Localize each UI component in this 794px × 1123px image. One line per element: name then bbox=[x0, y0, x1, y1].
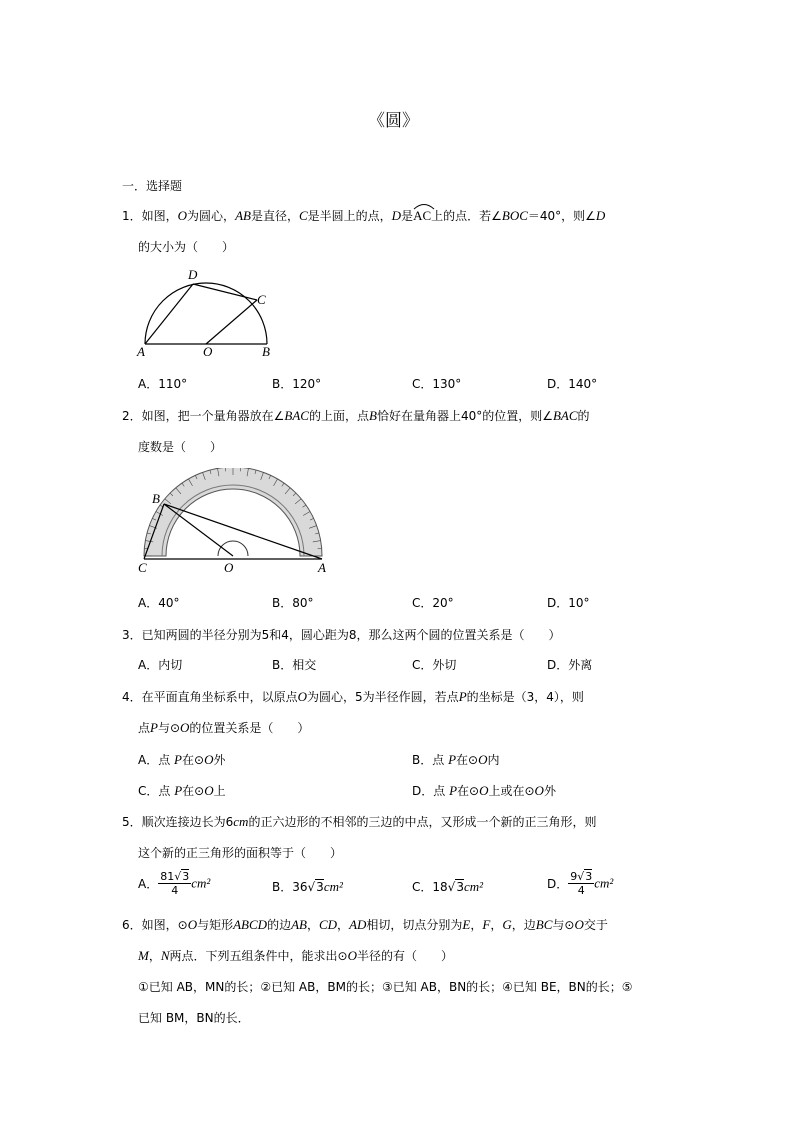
var-P: P bbox=[449, 783, 458, 798]
option-label: D．点 bbox=[412, 784, 446, 798]
unit-cm: cm bbox=[233, 814, 249, 829]
var-CD: CD bbox=[318, 917, 338, 932]
q2-option-a[interactable]: A．40° bbox=[138, 596, 180, 610]
unit: cm² bbox=[191, 875, 211, 891]
var-O: O bbox=[297, 689, 308, 704]
numerator: 81 bbox=[160, 870, 175, 883]
question-number: 4． bbox=[122, 690, 142, 704]
segment-BO bbox=[164, 504, 233, 556]
option-text: 内 bbox=[487, 753, 500, 767]
q1-option-d[interactable]: D．140° bbox=[547, 377, 598, 391]
unit: cm² bbox=[463, 879, 484, 894]
q5-text: 顺次连接边长为6 bbox=[141, 815, 234, 829]
q3-option-d[interactable]: D．外离 bbox=[547, 658, 593, 672]
option-text: 在⊙ bbox=[456, 753, 479, 767]
q4-text: 点 bbox=[138, 721, 151, 735]
q2-option-d[interactable]: D．10° bbox=[547, 596, 590, 610]
q1-text: 为圆心， bbox=[187, 209, 236, 223]
option-text: 上 bbox=[213, 784, 226, 798]
q1-option-b[interactable]: B．120° bbox=[272, 377, 322, 391]
var-BAC: BAC bbox=[284, 408, 309, 423]
question-number: 6． bbox=[122, 918, 142, 932]
q2-text: 的 bbox=[577, 409, 590, 423]
var-G: G bbox=[502, 917, 512, 932]
option-label: B．36 bbox=[272, 880, 308, 894]
var-D: D bbox=[595, 208, 606, 223]
var-O: O bbox=[574, 917, 584, 932]
q2-protractor-figure bbox=[134, 468, 334, 578]
question-6-line-1 bbox=[122, 916, 608, 933]
label-O: O bbox=[203, 344, 213, 359]
option-text: 外 bbox=[213, 753, 226, 767]
question-number: 2． bbox=[122, 409, 142, 423]
q6-text: 的边 bbox=[267, 918, 292, 932]
q2-text: 如图，把一个量角器放在∠ bbox=[141, 409, 285, 423]
question-3: 3．已知两圆的半径分别为5和4，圆心距为8，那么这两个圆的位置关系是（ ） bbox=[122, 628, 561, 642]
sqrt-icon: √ bbox=[577, 870, 585, 883]
q6-text: 两点．下列五组条件中，能求出⊙ bbox=[169, 949, 348, 963]
question-1-line-1 bbox=[122, 207, 605, 224]
question-1-line-2: 的大小为（ ） bbox=[138, 240, 235, 254]
q1-text: 是 bbox=[401, 209, 414, 223]
question-number: 1． bbox=[122, 209, 142, 223]
label-B: B bbox=[262, 344, 270, 359]
var-BOC: BOC bbox=[501, 208, 528, 223]
q2-option-b[interactable]: B．80° bbox=[272, 596, 314, 610]
q6-text: ，边 bbox=[511, 918, 536, 932]
q4-option-d[interactable] bbox=[412, 782, 556, 799]
question-number: 5． bbox=[122, 815, 142, 829]
var-O: O bbox=[187, 917, 198, 932]
var-O: O bbox=[177, 208, 188, 223]
option-text: 在⊙ bbox=[182, 784, 205, 798]
label-O: O bbox=[224, 560, 234, 575]
question-6-line-2 bbox=[138, 947, 453, 964]
var-O: O bbox=[534, 783, 544, 798]
radicand: 3 bbox=[456, 880, 464, 894]
q4-text: 与⊙ bbox=[157, 721, 181, 735]
unit: cm² bbox=[594, 875, 614, 891]
semicircle-arc bbox=[145, 283, 267, 344]
q1-text: ＝40°，则∠ bbox=[527, 209, 596, 223]
option-label: C．18 bbox=[412, 880, 448, 894]
q5-option-b[interactable] bbox=[272, 878, 343, 895]
question-2-line-1 bbox=[122, 407, 590, 424]
arc-symbol-icon bbox=[413, 202, 435, 210]
var-E: E bbox=[462, 917, 471, 932]
var-P: P bbox=[174, 752, 182, 767]
q3-option-a[interactable]: A．内切 bbox=[138, 658, 183, 672]
question-5-line-2: 这个新的正三角形的面积等于（ ） bbox=[138, 846, 343, 860]
var-AD: AD bbox=[349, 917, 367, 932]
var-BC: BC bbox=[535, 917, 553, 932]
label-D: D bbox=[188, 267, 198, 282]
var-AB: AB bbox=[235, 208, 251, 223]
label-A: A bbox=[318, 560, 326, 575]
q1-option-a[interactable]: A．110° bbox=[138, 377, 188, 391]
page-title: 《圆》 bbox=[368, 111, 419, 131]
q4-option-b[interactable] bbox=[412, 751, 499, 768]
question-4-line-2 bbox=[138, 719, 309, 736]
var-B: B bbox=[368, 408, 377, 423]
var-BAC: BAC bbox=[552, 408, 578, 423]
var-P: P bbox=[174, 783, 183, 798]
option-text: 上或在⊙ bbox=[488, 784, 535, 798]
var-O: O bbox=[479, 783, 489, 798]
var-P: P bbox=[150, 720, 158, 735]
label-B: B bbox=[152, 491, 160, 506]
q2-option-c[interactable]: C．20° bbox=[412, 596, 454, 610]
fraction bbox=[158, 870, 191, 897]
q6-text: 半径的有（ ） bbox=[356, 949, 453, 963]
q4-text: 为圆心，5为半径作圆，若点 bbox=[307, 690, 459, 704]
var-F: F bbox=[482, 917, 491, 932]
q4-option-c[interactable] bbox=[138, 782, 226, 799]
var-D: D bbox=[391, 208, 402, 223]
q6-text: ， bbox=[337, 918, 350, 932]
q1-text: 是半圆上的点， bbox=[307, 209, 392, 223]
q4-text: 在平面直角坐标系中，以原点 bbox=[141, 690, 298, 704]
q1-text: 上的点．若∠ bbox=[431, 209, 502, 223]
sqrt-icon: √ bbox=[447, 880, 456, 894]
denominator: 4 bbox=[171, 884, 179, 897]
q1-figure bbox=[136, 262, 286, 362]
q1-option-c[interactable]: C．130° bbox=[412, 377, 462, 391]
option-label: C．点 bbox=[138, 784, 171, 798]
question-4-line-1 bbox=[122, 688, 584, 705]
option-text: 在⊙ bbox=[182, 753, 205, 767]
radicand: 3 bbox=[182, 870, 190, 883]
option-text: 在⊙ bbox=[457, 784, 480, 798]
var-O: O bbox=[204, 752, 214, 767]
segment-OC bbox=[206, 300, 257, 344]
arc-AC bbox=[413, 208, 431, 224]
question-6-line-3: ①已知 AB，MN的长；②已知 AB，BM的长；③已知 AB，BN的长；④已知 BE，BN的长；⑤ bbox=[138, 980, 633, 994]
q5-text: 的正六边形的不相邻的三边的中点，又形成一个新的正三角形，则 bbox=[248, 815, 597, 829]
sqrt-icon: √ bbox=[174, 870, 182, 883]
unit: cm² bbox=[323, 879, 343, 894]
q5-option-d[interactable] bbox=[547, 870, 613, 897]
q6-text: 相切，切点分别为 bbox=[366, 918, 463, 932]
arc-label: AC bbox=[413, 208, 432, 223]
q4-text: 的坐标是（3，4），则 bbox=[466, 690, 584, 704]
q5-option-a[interactable] bbox=[138, 870, 210, 897]
radicand: 3 bbox=[316, 880, 324, 894]
label-C: C bbox=[257, 292, 266, 307]
q6-text: ， bbox=[148, 949, 161, 963]
option-label: D． bbox=[547, 877, 569, 891]
var-O: O bbox=[204, 783, 214, 798]
denominator: 4 bbox=[577, 884, 585, 897]
question-2-line-2: 度数是（ ） bbox=[138, 440, 223, 454]
q6-text: ， bbox=[470, 918, 483, 932]
var-AB: AB bbox=[291, 917, 307, 932]
fraction bbox=[568, 870, 594, 897]
q6-text: 与⊙ bbox=[552, 918, 575, 932]
q4-text: 的位置关系是（ ） bbox=[189, 721, 310, 735]
q6-text: 如图，⊙ bbox=[141, 918, 188, 932]
option-text: 外 bbox=[543, 784, 556, 798]
q3-option-b[interactable]: B．相交 bbox=[272, 658, 317, 672]
q6-text: 与矩形 bbox=[197, 918, 234, 932]
q6-text: ， bbox=[306, 918, 319, 932]
var-P: P bbox=[448, 752, 457, 767]
var-O: O bbox=[347, 948, 357, 963]
section-heading: 一．选择题 bbox=[122, 179, 183, 193]
q5-option-c[interactable] bbox=[412, 878, 483, 895]
q1-text: 如图， bbox=[141, 209, 178, 223]
option-label: A．点 bbox=[138, 753, 171, 767]
q1-text: 是直径， bbox=[250, 209, 299, 223]
question-5-line-1 bbox=[122, 813, 596, 830]
sqrt-icon: √ bbox=[307, 880, 316, 894]
var-C: C bbox=[298, 208, 308, 223]
q2-text: 恰好在量角器上40°的位置，则∠ bbox=[376, 409, 553, 423]
var-O: O bbox=[478, 752, 488, 767]
var-ABCD: ABCD bbox=[233, 917, 268, 932]
label-A: A bbox=[137, 344, 145, 359]
option-label: A． bbox=[138, 877, 159, 891]
numerator: 9 bbox=[570, 870, 578, 883]
q6-text: 交于 bbox=[583, 918, 608, 932]
radicand: 3 bbox=[585, 870, 593, 883]
q2-text: 的上面，点 bbox=[308, 409, 369, 423]
var-P: P bbox=[458, 689, 467, 704]
q4-option-a[interactable] bbox=[138, 751, 225, 768]
option-label: B．点 bbox=[412, 753, 445, 767]
question-6-line-4: 已知 BM，BN的长． bbox=[138, 1011, 250, 1025]
q6-text: ， bbox=[490, 918, 503, 932]
var-N: N bbox=[160, 948, 170, 963]
var-M: M bbox=[138, 948, 149, 963]
q3-option-c[interactable]: C．外切 bbox=[412, 658, 457, 672]
var-O: O bbox=[180, 720, 190, 735]
label-C: C bbox=[138, 560, 147, 575]
